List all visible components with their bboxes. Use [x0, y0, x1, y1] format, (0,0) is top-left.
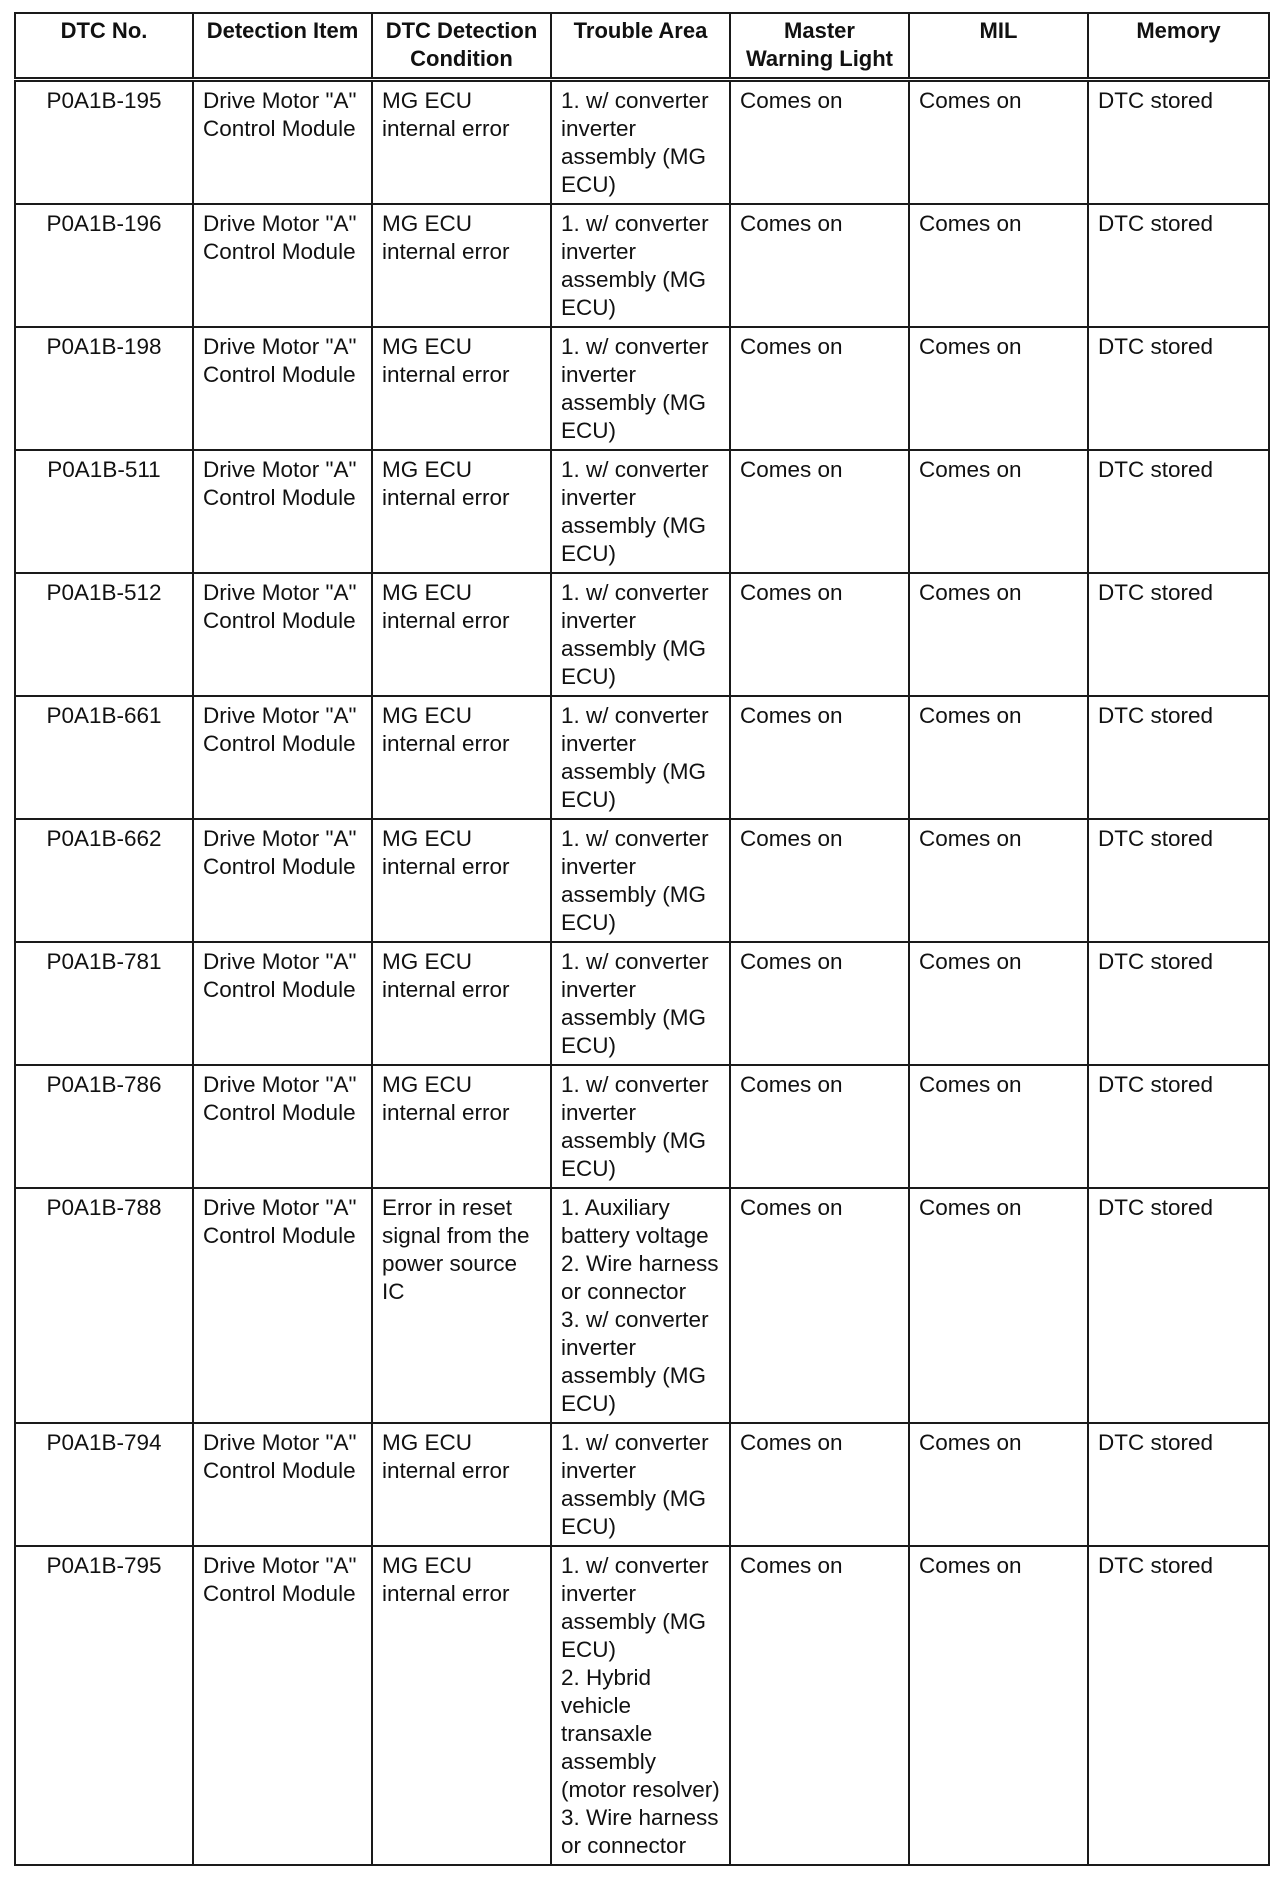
cell-memory-text: DTC stored: [1098, 211, 1214, 236]
cell-detection-item: [193, 696, 372, 819]
cell-master-warning-light: [730, 1546, 909, 1865]
cell-mil: [909, 450, 1088, 573]
cell-detection-condition-text: MG ECU internal error: [382, 1553, 510, 1606]
cell-master-warning-light-text: Comes on: [740, 703, 843, 728]
cell-detection-condition: [372, 1065, 551, 1188]
cell-trouble-area: [551, 1065, 730, 1188]
cell-detection-condition-text: MG ECU internal error: [382, 949, 510, 1002]
cell-mil-text: Comes on: [919, 1430, 1022, 1455]
cell-mil-text: Comes on: [919, 334, 1022, 359]
table-row: [15, 942, 1269, 1065]
cell-dtc-no: [15, 1423, 193, 1546]
table-row: [15, 80, 1269, 205]
cell-detection-item: [193, 1188, 372, 1423]
table-row: [15, 450, 1269, 573]
table-row: [15, 1423, 1269, 1546]
cell-detection-item: [193, 1423, 372, 1546]
header-master-warning-light: Master Warning Light: [730, 13, 909, 80]
cell-mil: [909, 204, 1088, 327]
cell-trouble-area: [551, 1423, 730, 1546]
cell-detection-item: [193, 819, 372, 942]
cell-detection-item: [193, 450, 372, 573]
cell-detection-condition-text: MG ECU internal error: [382, 703, 510, 756]
cell-trouble-area: [551, 696, 730, 819]
cell-memory: [1088, 819, 1269, 942]
cell-detection-condition-text: MG ECU internal error: [382, 826, 510, 879]
cell-detection-condition: [372, 1423, 551, 1546]
cell-mil-text: Comes on: [919, 1553, 1022, 1578]
cell-memory-text: DTC stored: [1098, 334, 1214, 359]
cell-dtc-no: [15, 942, 193, 1065]
cell-memory: [1088, 80, 1269, 205]
table-row: [15, 573, 1269, 696]
cell-dtc-no-text: P0A1B-511: [47, 457, 161, 482]
cell-master-warning-light-text: Comes on: [740, 949, 843, 974]
cell-trouble-area-text: 1. w/ converter inverter assembly (MG ECU): [561, 703, 715, 812]
cell-dtc-no: [15, 204, 193, 327]
cell-detection-condition: [372, 573, 551, 696]
cell-detection-item-text: Drive Motor "A" Control Module: [203, 1072, 363, 1125]
cell-trouble-area: [551, 450, 730, 573]
cell-master-warning-light-text: Comes on: [740, 1430, 843, 1455]
cell-master-warning-light: [730, 1065, 909, 1188]
cell-master-warning-light-text: Comes on: [740, 1072, 843, 1097]
cell-detection-condition-text: MG ECU internal error: [382, 457, 510, 510]
cell-dtc-no: [15, 819, 193, 942]
cell-dtc-no-text: P0A1B-795: [46, 1553, 162, 1578]
cell-dtc-no: [15, 1065, 193, 1188]
cell-dtc-no: [15, 327, 193, 450]
cell-detection-item-text: Drive Motor "A" Control Module: [203, 826, 363, 879]
header-row: [15, 13, 1269, 80]
cell-mil-text: Comes on: [919, 457, 1022, 482]
cell-trouble-area: [551, 819, 730, 942]
cell-detection-condition: [372, 696, 551, 819]
cell-memory: [1088, 450, 1269, 573]
cell-detection-item-text: Drive Motor "A" Control Module: [203, 457, 363, 510]
cell-detection-condition-text: MG ECU internal error: [382, 211, 510, 264]
cell-detection-condition: [372, 1546, 551, 1865]
cell-mil-text: Comes on: [919, 580, 1022, 605]
cell-detection-condition-text: MG ECU internal error: [382, 580, 510, 633]
cell-detection-item-text: Drive Motor "A" Control Module: [203, 334, 363, 387]
cell-detection-item-text: Drive Motor "A" Control Module: [203, 1553, 363, 1606]
cell-trouble-area: [551, 327, 730, 450]
header-trouble-area: Trouble Area: [551, 13, 730, 80]
table-row: [15, 327, 1269, 450]
cell-memory-text: DTC stored: [1098, 1553, 1214, 1578]
cell-mil-text: Comes on: [919, 211, 1022, 236]
cell-trouble-area: [551, 942, 730, 1065]
cell-trouble-area-text: 1. w/ converter inverter assembly (MG ECU): [561, 1430, 715, 1539]
cell-memory: [1088, 1423, 1269, 1546]
header-memory: Memory: [1088, 13, 1269, 80]
cell-memory-text: DTC stored: [1098, 1195, 1214, 1220]
cell-mil: [909, 819, 1088, 942]
cell-master-warning-light: [730, 1188, 909, 1423]
cell-mil-text: Comes on: [919, 949, 1022, 974]
cell-memory: [1088, 1065, 1269, 1188]
cell-detection-condition-text: MG ECU internal error: [382, 1430, 510, 1483]
cell-detection-condition-text: MG ECU internal error: [382, 88, 510, 141]
cell-detection-item-text: Drive Motor "A" Control Module: [203, 703, 363, 756]
cell-dtc-no: [15, 573, 193, 696]
cell-memory-text: DTC stored: [1098, 88, 1214, 113]
cell-memory-text: DTC stored: [1098, 1072, 1214, 1097]
cell-dtc-no-text: P0A1B-662: [46, 826, 162, 851]
cell-detection-item: [193, 204, 372, 327]
cell-memory: [1088, 573, 1269, 696]
cell-trouble-area-text: 1. w/ converter inverter assembly (MG ECU): [561, 457, 715, 566]
cell-master-warning-light: [730, 204, 909, 327]
cell-detection-item-text: Drive Motor "A" Control Module: [203, 211, 363, 264]
cell-dtc-no-text: P0A1B-196: [46, 211, 162, 236]
cell-detection-condition: [372, 819, 551, 942]
cell-memory: [1088, 696, 1269, 819]
cell-dtc-no: [15, 1188, 193, 1423]
cell-trouble-area-text: 1. w/ converter inverter assembly (MG ECU): [561, 88, 715, 197]
cell-master-warning-light: [730, 80, 909, 205]
cell-mil: [909, 327, 1088, 450]
table-row: [15, 819, 1269, 942]
cell-dtc-no-text: P0A1B-788: [46, 1195, 162, 1220]
table-body: [15, 80, 1269, 1866]
cell-detection-condition: [372, 80, 551, 205]
cell-memory-text: DTC stored: [1098, 826, 1214, 851]
cell-trouble-area: [551, 1188, 730, 1423]
cell-detection-condition: [372, 1188, 551, 1423]
cell-trouble-area-text: 1. Auxiliary battery voltage 2. Wire harness or connector 3. w/ converter inverter assembly (MG ECU): [561, 1195, 719, 1416]
cell-master-warning-light-text: Comes on: [740, 580, 843, 605]
cell-memory: [1088, 204, 1269, 327]
cell-detection-item: [193, 1546, 372, 1865]
cell-mil-text: Comes on: [919, 703, 1022, 728]
cell-memory-text: DTC stored: [1098, 1430, 1214, 1455]
cell-master-warning-light: [730, 696, 909, 819]
cell-mil-text: Comes on: [919, 88, 1022, 113]
cell-master-warning-light: [730, 327, 909, 450]
cell-detection-item: [193, 1065, 372, 1188]
cell-dtc-no-text: P0A1B-786: [46, 1072, 162, 1097]
cell-mil: [909, 1546, 1088, 1865]
cell-dtc-no-text: P0A1B-195: [46, 88, 162, 113]
cell-detection-condition-text: MG ECU internal error: [382, 1072, 510, 1125]
cell-memory-text: DTC stored: [1098, 949, 1214, 974]
cell-mil-text: Comes on: [919, 1072, 1022, 1097]
cell-master-warning-light: [730, 1423, 909, 1546]
cell-master-warning-light-text: Comes on: [740, 1553, 843, 1578]
cell-detection-condition-text: MG ECU internal error: [382, 334, 510, 387]
table-row: [15, 696, 1269, 819]
cell-trouble-area-text: 1. w/ converter inverter assembly (MG ECU): [561, 949, 715, 1058]
cell-trouble-area-text: 1. w/ converter inverter assembly (MG ECU): [561, 826, 715, 935]
cell-mil: [909, 1065, 1088, 1188]
cell-trouble-area: [551, 573, 730, 696]
cell-memory: [1088, 327, 1269, 450]
cell-master-warning-light-text: Comes on: [740, 1195, 843, 1220]
cell-master-warning-light: [730, 573, 909, 696]
cell-mil: [909, 80, 1088, 205]
cell-dtc-no: [15, 1546, 193, 1865]
cell-mil: [909, 573, 1088, 696]
cell-detection-item: [193, 573, 372, 696]
cell-master-warning-light-text: Comes on: [740, 826, 843, 851]
cell-master-warning-light-text: Comes on: [740, 88, 843, 113]
cell-master-warning-light-text: Comes on: [740, 457, 843, 482]
cell-detection-item: [193, 80, 372, 205]
cell-dtc-no-text: P0A1B-794: [46, 1430, 162, 1455]
cell-trouble-area-text: 1. w/ converter inverter assembly (MG ECU): [561, 211, 715, 320]
cell-mil: [909, 1423, 1088, 1546]
cell-trouble-area-text: 1. w/ converter inverter assembly (MG ECU) 2. Hybrid vehicle transaxle assembly (motor resolver) 3. Wire harness or connector: [561, 1553, 720, 1858]
cell-dtc-no: [15, 696, 193, 819]
cell-detection-item-text: Drive Motor "A" Control Module: [203, 949, 363, 1002]
cell-dtc-no-text: P0A1B-198: [46, 334, 162, 359]
cell-mil: [909, 696, 1088, 819]
dtc-table: [14, 12, 1270, 1866]
cell-mil: [909, 1188, 1088, 1423]
cell-trouble-area-text: 1. w/ converter inverter assembly (MG ECU): [561, 580, 715, 689]
header-detection-item: Detection Item: [193, 13, 372, 80]
cell-detection-condition: [372, 450, 551, 573]
header-dtc-no: DTC No.: [15, 13, 193, 80]
cell-trouble-area: [551, 1546, 730, 1865]
cell-master-warning-light: [730, 450, 909, 573]
cell-master-warning-light: [730, 942, 909, 1065]
cell-mil: [909, 942, 1088, 1065]
cell-master-warning-light-text: Comes on: [740, 211, 843, 236]
cell-master-warning-light-text: Comes on: [740, 334, 843, 359]
cell-memory: [1088, 1546, 1269, 1865]
cell-mil-text: Comes on: [919, 826, 1022, 851]
cell-detection-condition-text: Error in reset signal from the power source IC: [382, 1195, 536, 1304]
table-row: [15, 1065, 1269, 1188]
cell-detection-condition: [372, 327, 551, 450]
cell-detection-condition: [372, 204, 551, 327]
cell-detection-item: [193, 327, 372, 450]
cell-dtc-no-text: P0A1B-512: [46, 580, 162, 605]
cell-detection-item-text: Drive Motor "A" Control Module: [203, 580, 363, 633]
cell-memory-text: DTC stored: [1098, 703, 1214, 728]
table-row: [15, 1546, 1269, 1865]
cell-detection-item-text: Drive Motor "A" Control Module: [203, 1430, 363, 1483]
cell-trouble-area: [551, 80, 730, 205]
cell-memory: [1088, 942, 1269, 1065]
cell-trouble-area-text: 1. w/ converter inverter assembly (MG ECU): [561, 334, 715, 443]
cell-trouble-area-text: 1. w/ converter inverter assembly (MG ECU): [561, 1072, 715, 1181]
cell-mil-text: Comes on: [919, 1195, 1022, 1220]
table-row: [15, 1188, 1269, 1423]
cell-detection-item-text: Drive Motor "A" Control Module: [203, 88, 363, 141]
table-row: [15, 204, 1269, 327]
cell-dtc-no: [15, 450, 193, 573]
cell-detection-condition: [372, 942, 551, 1065]
cell-detection-item-text: Drive Motor "A" Control Module: [203, 1195, 363, 1248]
header-mil: MIL: [909, 13, 1088, 80]
cell-dtc-no-text: P0A1B-781: [46, 949, 162, 974]
cell-memory-text: DTC stored: [1098, 580, 1214, 605]
cell-memory: [1088, 1188, 1269, 1423]
cell-master-warning-light: [730, 819, 909, 942]
cell-dtc-no-text: P0A1B-661: [46, 703, 162, 728]
cell-dtc-no: [15, 80, 193, 205]
header-detection-condition: DTC Detection Condition: [372, 13, 551, 80]
cell-trouble-area: [551, 204, 730, 327]
cell-memory-text: DTC stored: [1098, 457, 1214, 482]
cell-detection-item: [193, 942, 372, 1065]
